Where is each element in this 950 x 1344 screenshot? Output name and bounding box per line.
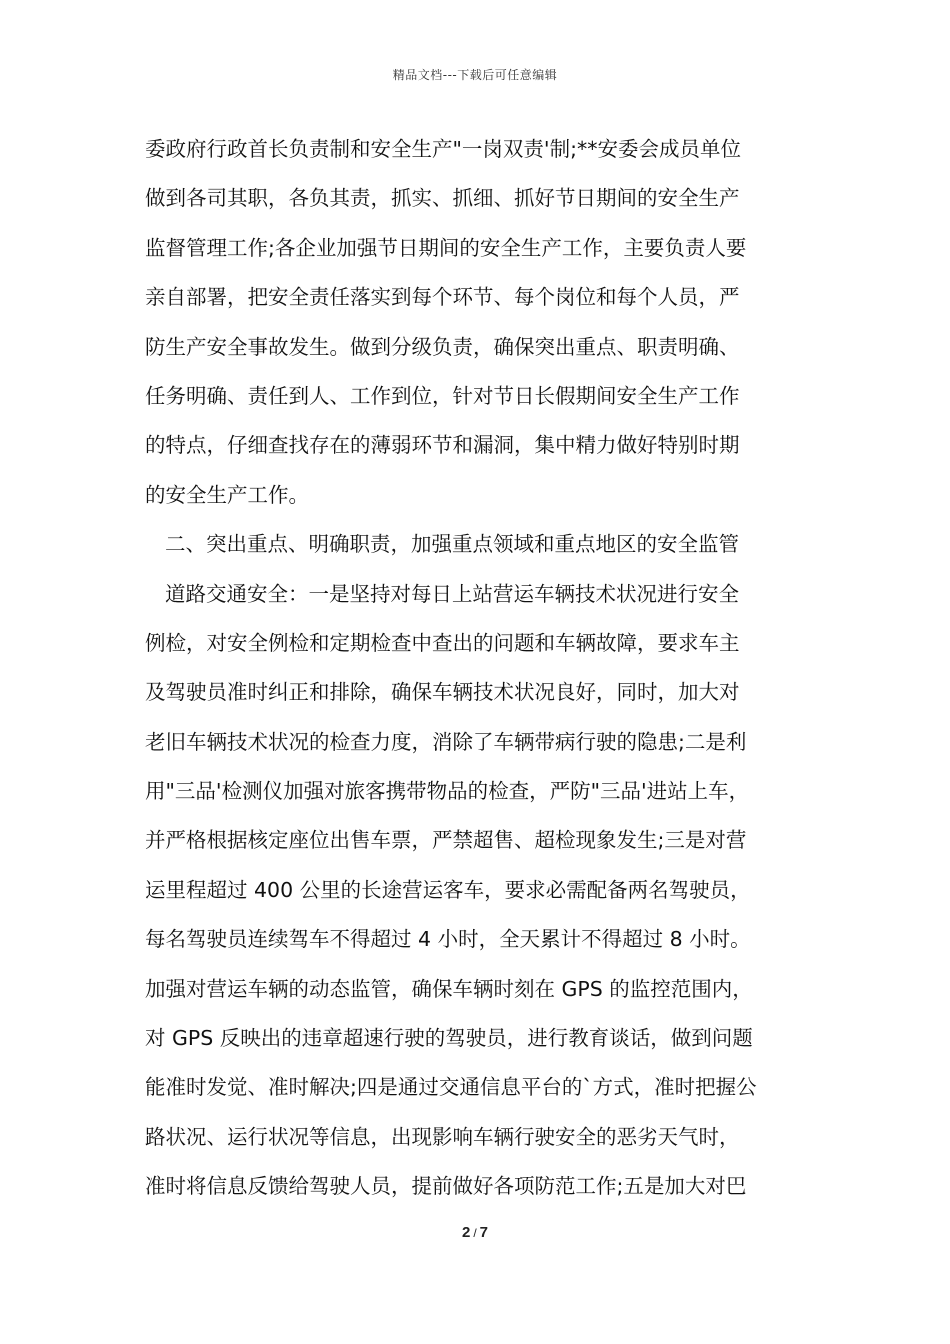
text-line: 老旧车辆技术状况的检查力度，消除了车辆带病行驶的隐患;二是利 <box>145 729 747 754</box>
text-line: 例检，对安全例检和定期检查中查出的问题和车辆故障，要求车主 <box>145 630 740 655</box>
text-line: 及驾驶员准时纠正和排除，确保车辆技术状况良好，同时，加大对 <box>145 680 740 705</box>
text-line: 监督管理工作;各企业加强节日期间的安全生产工作，主要负责人要 <box>145 235 747 260</box>
text-line: 防生产安全事故发生。做到分级负责，确保突出重点、职责明确、 <box>145 334 740 359</box>
text-line: 运里程超过 400 公里的长途营运客车，要求必需配备两名驾驶员， <box>145 877 751 902</box>
text-line: 准时将信息反馈给驾驶人员，提前做好各项防范工作;五是加大对巴 <box>145 1174 747 1199</box>
total-pages-number: 7 <box>479 1224 489 1241</box>
text-line: 任务明确、责任到人、工作到位，针对节日长假期间安全生产工作 <box>145 383 740 408</box>
page-number <box>0 1224 950 1241</box>
text-line: 委政府行政首长负责制和安全生产"一岗双责'制;**安委会成员单位 <box>145 137 741 161</box>
text-line: 加强对营运车辆的动态监管，确保车辆时刻在 GPS 的监控范围内， <box>145 976 753 1001</box>
current-page-number: 2 <box>461 1224 471 1241</box>
text-line: 用"三品'检测仪加强对旅客携带物品的检查，严防"三品'进站上车， <box>145 779 750 804</box>
text-line: 能准时发觉、准时解决;四是通过交通信息平台的`方式，准时把握公 <box>145 1075 757 1100</box>
text-line: 路状况、运行状况等信息，出现影响车辆行驶安全的恶劣天气时， <box>145 1124 740 1149</box>
text-line: 的安全生产工作。 <box>145 482 309 507</box>
section-heading: 二、突出重点、明确职责，加强重点领域和重点地区的安全监管 <box>165 532 739 557</box>
document-body <box>145 125 810 1212</box>
text-line: 对 GPS 反映出的违章超速行驶的驾驶员，进行教育谈话，做到问题 <box>145 1026 753 1051</box>
page-header: 精品文档---下载后可任意编辑 <box>392 68 558 82</box>
text-line: 做到各司其职，各负其责，抓实、抓细、抓好节日期间的安全生产 <box>145 186 740 211</box>
page-separator: / <box>473 1226 477 1240</box>
text-line: 亲自部署，把安全责任落实到每个环节、每个岗位和每个人员，严 <box>145 285 740 310</box>
text-line: 并严格根据核定座位出售车票，严禁超售、超检现象发生;三是对营 <box>145 828 747 853</box>
text-line: 每名驾驶员连续驾车不得超过 4 小时，全天累计不得超过 8 小时。 <box>145 927 751 952</box>
text-line: 道路交通安全：一是坚持对每日上站营运车辆技术状况进行安全 <box>165 581 739 606</box>
text-line: 的特点，仔细查找存在的薄弱环节和漏洞，集中精力做好特别时期 <box>145 433 740 458</box>
